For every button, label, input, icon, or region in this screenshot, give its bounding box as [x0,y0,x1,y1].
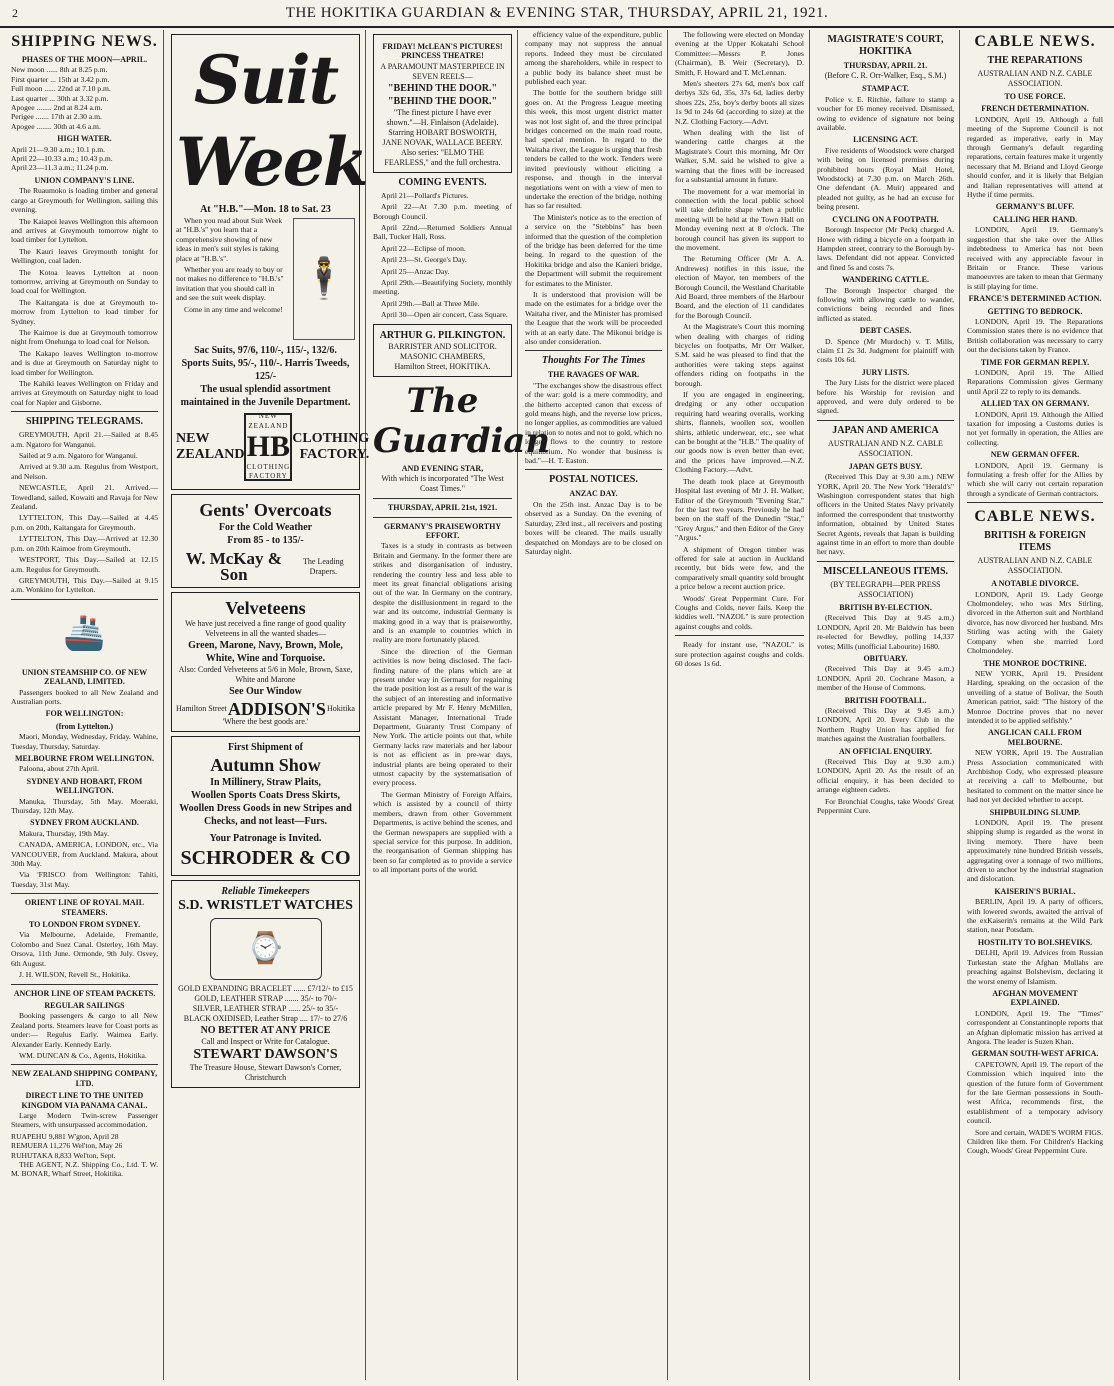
postal-notices-heading: POSTAL NOTICES. [549,474,638,486]
reply-text: LONDON, April 19. The Allied Reparations Commission gives Germany until April 22 to reply to its demands. [967,367,1103,396]
nz-shipping-row: RUHUTAKA 8,833 Wel'ton, Sept. [11,1150,116,1160]
court-text: Police v. E. Ritchie, failure to stamp a voucher for £6 money received. Dismissed, owing to evidence of signature not being available. [817,94,954,133]
reparations-text: LONDON, April 19. Although a full meeting of the Supreme Council is not regarded as imperative, early in May through Germany's default regarding reparations, certain features make it urgently necessary that M. Briand and Lloyd George should confer, and it is likely that Belgian and Italian representatives will attend at Hythe if time permits. [967,114,1103,200]
high-water-heading: HIGH WATER. [57,134,112,144]
moon-row: Perigee ....... 17th at 2.30 a.m. [11,112,102,122]
nz-shipping-heading: NEW ZEALAND SHIPPING COMPANY, LTD. [11,1069,158,1088]
autumn-show-title: Autumn Show [210,755,321,775]
pilkington-name: ARTHUR G. PILKINGTON. [379,329,506,341]
gentleman-figure-icon: 🕴 [293,218,355,340]
velveteens-corded: Also: Corded Velveteens at 5/6 in Mole, Brown, Saxe, White and Marone [178,665,353,684]
overcoats-line: For the Cold Weather [218,522,313,533]
shipbuilding-text: LONDON, April 19. The present shipping slump is regarded as the worst in living memory. There have been approximately nine hundred British vessels, aggregating over a tonnage of two millions, driven to anchor by the industrial stagnation and dislocation. [967,818,1103,884]
clothing-word: CLOTHING [292,431,370,446]
court-text: Borough Inspector (Mr Peck) charged A. Howe with riding a bicycle on a footpath in Hampden street, contrary to the Borough by-laws. Defendant did not appear. Convicted and fined 5s and costs 7s. [817,225,954,272]
court-text: Five residents of Woodstock were charged with being on licensed premises during prohibited hours (Royal Mail Hotel, Woodstock) at 7.30 p.m. on March 26th. One defendant (A. Muir) appeared and pleaded not guilty, as he had an excuse for being present. [817,145,954,212]
misc-subheading: AN OFFICIAL ENQUIRY. [839,746,932,756]
pilkington-role: BARRISTER AND SOLICITOR. [388,341,497,351]
mckay-name: W. McKay & Son [185,549,282,584]
thoughts-text: "The exchanges show the disastrous effect of the war: gold is a mere commodity, and the hitherto accepted canon that excess of gold means high, and the reverse low prices, no longer applies, as commodities are valued in relation to notes and not to gold, which no longer flows to the country to restore equilibrium. No wonder that business is bad."—H. T. Easton. [525,380,662,466]
reparations-sub: FRENCH DETERMINATION. [981,104,1089,114]
news-item: The following were elected on Monday evening at the Upper Kokatahi School Committee:—Messrs P. Jones (Chairman), B. Weir (Secretary), D. Smith, F. Howard and T. McLennan. [675,30,804,77]
bluff-text: LONDON, April 19. Germany's suggestion that she take over the Allies indebtedness to America has not been received with any appreciable favour in Britain or France. These various manoeuvres are taken to mean that Germany is still playing for time. [967,225,1103,291]
addison-tagline: 'Where the best goods are.' [222,717,309,726]
monroe-heading: THE MONROE DOCTRINE. [983,658,1087,668]
german-offer-text: LONDON, April 19. Germany is formulating a fresh offer for the Allies by which she will carry out certain reparation through a syndicate of German contractors. [967,460,1103,498]
court-before: (Before C. R. Orr-Walker, Esq., S.M.) [824,71,947,81]
coming-event: April 22nd.—Returned Soldiers Annual Ball, Tucker Hall, Ross. [373,223,512,242]
sydney-hobart-heading: SYDNEY AND HOBART, FROM WELLINGTON. [26,776,143,796]
watch-call: Call and Inspect or Write for Catalogue. [201,1037,330,1046]
coming-event: April 25—Anzac Day. [381,266,450,276]
addison-name: ADDISON'S [227,699,326,719]
velveteens-colours: Green, Marone, Navy, Brown, Mole, White, Wine and Torquoise. [188,640,343,664]
court-text: The Jury Lists for the district were placed before his Worship for revision and approved, and were duly ordered to be signed. [817,378,954,416]
watch-price-row: GOLD, LEATHER STRAP ....... 35/- to 70/- [194,994,337,1003]
column-local-news [520,30,668,1380]
news-item: At the Magistrate's Court this morning when dealing with charges of riding bicycles on footpaths, Mr Orr Walker, S.M. said he was pleased to find that the authorities were taking steps against offenders riding on footpaths in the borough. [675,322,804,388]
addison-town: Hokitika [326,704,355,713]
court-subheading: CYCLING ON A FOOTPATH. [832,214,939,224]
for-wellington-heading: FOR WELLINGTON: [45,709,124,719]
column-shipping [6,30,164,1380]
watch-price-row: SILVER, LEATHER STRAP ...... 25/- to 35/- [192,1004,339,1013]
guardian-title: The Guardian [373,380,551,461]
kaiserin-heading: KAISERIN'S BURIAL. [994,886,1076,896]
suit-week-dates: At "H.B."—Mon. 18 to Sat. 23 [200,204,331,215]
shipbuilding-heading: SHIPBUILDING SLUMP. [989,807,1081,817]
moon-row: Full moon ...... 22nd at 7.10 p.m. [11,84,111,94]
new-word: NEW [176,431,210,446]
union-paragraph: The Kaitangata is due at Greymouth to-morrow from Lyttelton to load timber for Sydney. [11,297,158,326]
orient-line-text: Via Melbourne, Adelaide, Fremantle, Colombo and Suez Canal. Osterley, 16th May. Orsova, 11th June. Ormonde, 9th July. Osvey, 6th August. [11,930,158,968]
misc-text: (Received This Day at 9.30 a.m.) LONDON, April 20. As the result of an official enquiry, it has been decided to arrange eighteen cadets. [817,756,954,795]
nz-shipping-row: RUAPEHU 9,881 W'gton, April 28 [11,1131,119,1141]
hostility-heading: HOSTILITY TO BOLSHEVIKS. [977,937,1093,947]
southwest-africa-heading: GERMAN SOUTH-WEST AFRICA. [971,1049,1099,1059]
german-offer-heading: NEW GERMAN OFFER. [990,450,1080,460]
watch-heading: S.D. WRISTLET WATCHES [178,898,353,913]
union-paragraph: The Kakapo leaves Wellington to-morrow and is due at Greymouth on Saturday night to load timber for Wellington. [11,348,158,377]
coming-event: April 29th.—Ball at Three Mile. [381,298,480,308]
french-heading: FRANCE'S DETERMINED ACTION. [968,294,1102,304]
autumn-row: Woollen Sports Coats Dress Skirts, [191,790,340,801]
news-item: Men's sheeters 27s 6d, men's box calf derbys 32s 6d, 35s, 37s 6d, ladies derby shoes 22s, 25s, boy's derby boots all sizes 1s 9d to 24s 6d (according to size) at the N.Z. Clothing Factory.—Advt. [675,79,804,126]
hb-logo [244,413,292,481]
misc-text: (Received This Day at 9.45 a.m.) LONDON, April 20. Cochrane Mason, a member of the House of Commons. [817,664,954,693]
pilkington-card [373,324,512,377]
moon-phases-heading: PHASES OF THE MOON—APRIL. [21,55,148,64]
suit-week-paragraph: Whether you are ready to buy or not makes no difference to "H.B.'s" invitation that you should call in and see the suit week display. [176,265,284,303]
pictures-quote: "The finest picture I have ever shown."—H. Finlaison (Adelaide). [386,107,499,127]
telegram-paragraph: Arrived at 9.30 a.m. Regulus from Westport, and Nelson. [11,462,158,481]
court-subheading: DEBT CASES. [859,326,912,336]
nz-shipping-agent: THE AGENT, N.Z. Shipping Co., Ltd. T. W. M. BONAR, Wharf Street, Hokitika. [11,1160,158,1179]
column-advertisements [166,30,370,1380]
editorial-date: THURSDAY, APRIL 21st, 1921. [387,503,498,513]
moon-row: Apogee ........ 2nd at 8.24 a.m. [11,103,103,113]
velveteens-line: We have just received a fine range of good quality Velveteens in all the wanted shades— [185,619,346,638]
guardian-subtitle: AND EVENING STAR, [401,463,484,473]
orient-line-sub: TO LONDON FROM SYDNEY. [28,920,141,930]
pictures-title: "BEHIND THE DOOR." "BEHIND THE DOOR." [388,82,497,107]
coming-event: April 23—St. George's Day. [381,255,467,265]
newspaper-title: THE HOKITIKA GUARDIAN & EVENING STAR, THURSDAY, APRIL 21, 1921. [285,4,829,21]
news-item: If you are engaged in engineering, dredging or any other occupation requiring hard wearing overalls, working shirts, flannels, woollen sox, woollen shirts, athletic underwear, etc., see what can be bought at the "H.B." The quality of our goods now is even better than ever, and the prices have improved.—N.Z. Clothing Factory.—Advt. [675,390,804,475]
telegram-paragraph: GREYMOUTH, April 21.—Sailed at 8.45 a.m. Ngatoro for Wanganui. [11,430,158,449]
court-subheading: LICENSING ACT. [853,135,918,145]
allied-tax-text: LONDON, April 19. Although the Allied taxation for imposing a Customs duties is not yet formally in operation, the Allies are collecting. [967,409,1103,447]
anchor-line-agent: WM. DUNCAN & Co., Agents, Hokitika. [19,1050,147,1060]
bluff-heading: GERMANY'S BLUFF. [995,202,1075,212]
autumn-row: In Millinery, Straw Plaits, [210,777,321,788]
editorial-paragraph: Since the direction of the German activities is now being disclosed. The fact-finding nature of the plans which are at present under way in Germany for regaining the trade position lost as a result of the war is the subject of an interesting and informative article prepared by Mr F. Henry McMillen, Assistant Manager, International Trade Department, Guaranty Trust Company of New York. The article points out that, while Germany lacks raw materials and her labour is not as efficient as in pre-war days, industrial plants are being operated to their utmost capacity by the systematisation of every process. [373,646,512,788]
nz-shipping-row: REMUERA 11,276 Wel'ton, May 26 [11,1141,123,1151]
editorial-paragraph: The German Ministry of Foreign Affairs, which is assisted by a council of thirty members, drawn from other Government Departments, is active behind the scenes, and the German newspapers are supplied with a special service for this purpose. In addition, the reorganisation of German shipping has been so far completed as to provide a service to all important ports of the world. [373,789,512,875]
anchor-line-sub: REGULAR SAILINGS [44,1000,125,1010]
masthead [0,0,1114,28]
column-local-items [670,30,810,1380]
union-paragraph: The Kahiki leaves Wellington on Friday and arrives at Greymouth on Saturday night to load coal for Napier and Gisborne. [11,379,158,407]
anglican-heading: ANGLICAN CALL FROM MELBOURNE. [988,728,1082,747]
reparations-heading: THE REPARATIONS [987,55,1083,66]
afghan-text: LONDON, April 19. The "Times" correspondent at Constantinople reports that an Afghan diplomatic mission has arrived at Angora. The leader is Suzen Khan. [967,1008,1103,1046]
autumn-show-advert [171,736,360,876]
guardian-incorporated: With which is incorporated "The West Coast Times." [381,474,504,494]
steamship-icon: 🚢 [63,615,106,653]
hostility-text: DELHI, April 19. Advices from Russian Turkestan state the Afghan Mullahs are preaching against Bolshevism, declaring it the worst enemy of Islamism. [967,948,1103,986]
news-item: Woods' Great Peppermint Cure. For Coughs and Colds, never fails. Keep the kiddies well. "NAZOL" is sure protection against coughs and colds. [675,593,804,631]
pilkington-address: MASONIC CHAMBERS, [400,351,485,361]
moon-row: Last quarter ... 30th at 3.32 p.m. [11,93,109,103]
thoughts-subheading: THE RAVAGES OF WAR. [547,370,640,380]
bluff-sub: CALLING HER HAND. [992,214,1078,224]
misc-text: (Received This Day at 9.45 a.m.) LONDON, April 20. Every Club in the Northern Rugby Union has applied for matches against the Australian footballers. [817,705,954,744]
watch-tagline: Reliable Timekeepers [221,886,310,897]
nz-shipping-sub: DIRECT LINE TO THE UNITED KINGDOM VIA PANAMA CANAL. [21,1091,148,1110]
schroder-name: SCHRODER & CO [180,847,351,869]
news-paragraph: The Minister's notice as to the erection of a service on the "Stebbins" has been informed that the question of the completion of the bridge has been deferred for the time being. In regard to the question of the Hokitika bridge and also the Kanieri bridge, the Department will submit the requirement for estimates to the Minister. [525,212,662,288]
melbourne-heading: MELBOURNE FROM WELLINGTON. [14,753,155,763]
sydney-auckland-heading: SYDNEY FROM AUCKLAND. [30,818,139,828]
wristlet-watches-advert [171,880,360,1088]
zealand-word: ZEALAND [176,447,245,462]
anchor-line-text: Booking passengers & cargo to all New Zealand ports. Steamers leave for Coast ports as under:— Regulus Early. Waimea Early. Alexander Early. Kennedy Early. [11,1011,158,1049]
telegram-paragraph: WESTPORT, This Day.—Sailed at 12.15 a.m. Regulus for Greymouth. [11,555,158,574]
shipping-telegrams-heading: SHIPPING TELEGRAMS. [25,416,144,428]
column-court [812,30,960,1380]
sydney-auckland-sailings: Makura, Thursday, 19th May. [19,828,109,838]
velveteens-advert [171,592,360,732]
reparations-sub: TO USE FORCE. [1004,92,1066,101]
hb-logo-bottom: CLOTHING FACTORY [246,463,291,481]
orient-line-heading: ORIENT LINE OF ROYAL MAIL STEAMERS. [24,898,145,917]
stewart-dawson-name: STEWART DAWSON'S [193,1047,338,1062]
watch-price-row: GOLD EXPANDING BRACELET ...... £7/12/- to £15 [178,984,353,993]
coming-event: April 29th.—Beautifying Society, monthly meeting. [373,278,512,297]
japan-subheading: JAPAN GETS BUSY. [848,461,923,471]
union-paragraph: The Kaiapoi leaves Wellington this afternoon and arrives at Greymouth tomorrow night to load timber for Lyttelton. [11,216,158,245]
news-item: The Returning Officer (Mr A. A. Andrewes) notifies in this issue, the election of Mayor, ten members of the Borough Council, the Westland Charitable Aid Board, three members of the Harbour Board, and the election of 11 candidates for the Borough Council. [675,254,804,320]
moon-row: Apogee ........ 30th at 4.6 a.m. [11,121,101,131]
column-editorial [368,30,551,1380]
union-line-heading: UNION COMPANY'S LINE. [34,175,135,185]
orient-line-agent: J. H. WILSON, Revell St., Hokitika. [19,970,131,980]
addison-street: Hamilton Street [176,704,227,713]
for-wellington-sub: (from Lyttelton.) [55,721,114,731]
sac-suits-prices: Sac Suits, 97/6, 110/-, 115/-, 132/6. [194,345,337,356]
court-date: THURSDAY, APRIL 21. [843,61,928,70]
editorial-paragraph: Taxes is a study in contrasts as between Britain and Germany. In the former there are strikes and disorganisation of industry, rendering the country less and less able to meet its great financial obligations arising out of the war. In Germany on the contrary, despite the disillusionment in regard to the war and its outcome, industrial Germany is making good in a way that is praiseworthy, and is an example to countries which in reality are more fortunately placed. [373,541,512,645]
anchor-line-heading: ANCHOR LINE OF STEAM PACKETS. [13,988,156,998]
moon-row: First quarter ... 15th at 3.42 p.m. [11,74,110,84]
coming-event: April 22—Eclipse of moon. [381,243,466,253]
mckay-tagline: The Leading Drapers. [303,557,344,576]
suit-week-title: Suit Week [176,41,367,201]
telegram-paragraph: Sailed at 9 a.m. Ngatoro for Wanganui. [19,451,138,461]
anglican-text: NEW YORK, April 19. The Australian Press Association communicated with Archbishop Cody, who expressed pleasure at receiving a call to Melbourne, but hesitated to comment on the matter since he had not yet decided whether to accept. [967,748,1103,805]
wellington-sailings: Maori, Monday, Wednesday, Friday. Wahine, Tuesday, Thursday, Saturday. [11,732,158,751]
velveteens-window: See Our Window [229,686,302,697]
melbourne-sailings: Paloona, about 27th April. [19,764,99,774]
watch-no-better: NO BETTER AT ANY PRICE [200,1025,331,1036]
coming-event: April 21—Pollard's Pictures. [381,190,469,200]
sports-suits-prices: Sports Suits, 95/-, 110/-. Harris Tweeds, 125/- [181,358,350,382]
hb-logo-top: NEW ZEALAND [248,412,289,430]
court-text: The Borough Inspector charged the following with allowing cattle to wander, convictions being recorded and fines inflicted as stated. [817,285,954,323]
court-subheading: WANDERING CATTLE. [842,275,929,285]
moon-row: New moon ...... 8th at 8.25 p.m. [11,65,108,75]
misc-subheading: OBITUARY. [863,653,908,663]
kaiserin-text: BERLIN, April 19. A party of officers, with lowered swords, awaited the arrival of the exKaiserin's remains at the Wild Park station, near Potsdam. [967,897,1103,935]
divorce-heading: A NOTABLE DIVORCE. [991,579,1079,589]
news-item: The movement for a war memorial in connection with the local public school will take definite shape when a public meeting will be held at the Town Hall on Monday evening next at 8 o'clock. The borough council has given its support to the movement. [675,186,804,252]
telegram-paragraph: LYTTELTON, This Day.—Arrived at 12.30 p.m. on 20th Kaimoe from Greymouth. [11,534,158,553]
court-subheading: STAMP ACT. [862,84,909,94]
sydney-hobart-sailings: Manuka, Thursday, 5th May. Moeraki, Thursday, 12th May. [11,796,158,815]
canada-sailings: CANADA, AMERICA, LONDON, etc., Via VANCOUVER, from Auckland. Makura, about 30th May. [11,840,158,869]
misc-association: (BY TELEGRAPH—PER PRESS ASSOCIATION) [830,579,941,599]
frisco-sailings: Via 'FRISCO from Wellington: Tahiti, Tuesday, 31st May. [11,870,158,889]
japan-association: AUSTRALIAN AND N.Z. CABLE ASSOCIATION. [828,438,943,458]
news-item: The death took place at Greymouth Hospital last evening of Mr J. H. Walker, Editor of the Greymouth "Evening Star," for the last two years. Previously he had been on the staff of the Dunedin "Star," "Grey Argus," and then Editor of the Grey "Argus." [675,476,804,543]
postal-notices-sub: ANZAC DAY. [569,489,618,499]
pictures-cast: Starring HOBART BOSWORTH, JANE NOVAK, WALLACE BEERY. [382,127,503,147]
pictures-advert [373,34,512,173]
news-paragraph: It is understood that provision will be made on the estimates for a bridge over the Waitaha river, and the Minister has promised the League that the work will be proceeded with at an early date. The Mikonui bridge is also under consideration. [525,289,662,346]
hb-logo-letters: HB [246,430,291,463]
column-cable-news [962,30,1108,1380]
autumn-row: Woollen Dress Goods in new Stripes and Checks, and not least—Furs. [179,803,352,827]
allied-tax-heading: ALLIED TAX ON GERMANY. [980,399,1090,409]
telegram-paragraph: NEWCASTLE, April 21. Arrived.—Towedland, sailed, Kowaiti and Ravaja for New Zealand. [11,483,158,512]
news-item: A shipment of Oregon timber was offered for sale at auction in Auckland recently, but bids were few, and the comparatively small quantity sold brought a price below a recent auction price. [675,544,804,592]
high-water-row: April 22—10.33 a.m.; 10.43 p.m. [11,154,113,164]
misc-subheading: BRITISH BY-ELECTION. [839,602,932,612]
japan-america-heading: JAPAN AND AMERICA [832,424,939,436]
telegram-paragraph: LYTTELTON, This Day.—Sailed at 4.45 p.m. on 20th, Kaitangata for Greymouth. [11,513,158,532]
news-paragraph: The bottle for the southern bridge still goes on. At the Progress League meeting this week, this most urgent district matter was not lost sight of, and the three principal bridges concerned on the main road route, had special mention. In regard to the Waitaha river, the League is urging that fresh tenders be called to the work. Tenders were invited previously without eliciting a response, and though in the interval negotiations went on with a view of men to undertake the erection of the bridge, nothing has so far resulted. [525,88,662,211]
court-text: D. Spence (Mr Murdoch) v. T. Mills, claim £1 2s 3d. Judgment for plaintiff with costs 10s 6d. [817,336,954,365]
monroe-text: NEW YORK, April 19. President Harding, speaking on the occasion of the unveiling of a statue of Bolivar, the South American patriot, said: "The history of the Monroe Doctrine proves that no never intended it to be applied selfishly." [967,668,1103,725]
news-paragraph: efficiency value of the expenditure, public company may not suppress the annual reports. Indeed they must be circulated among the shareholders, while in respect to a public body its balance sheet must be published each year. [525,30,662,87]
afghan-heading: AFGHAN MOVEMENT EXPLAINED. [992,988,1078,1008]
cable-news-heading: CABLE NEWS. [974,33,1096,50]
coming-event: April 22—At 7.30 p.m. meeting of Borough Council. [373,202,512,221]
factory-word: FACTORY. [299,447,370,462]
union-paragraph: The Kotoa leaves Lyttelton at noon tomorrow, arriving at Greymouth on Sunday to load coal for Wellington. [11,267,158,296]
velveteens-title: Velveteens [225,598,306,618]
shipping-news-heading: SHIPPING NEWS. [11,33,158,50]
suit-week-paragraph: When you read about Suit Week at "H.B.'s" you learn that a comprehensive showing of new ideas in men's suit styles is taking place at "H.B.'s". [176,216,283,263]
pictures-heading: FRIDAY! McLEAN'S PICTURES! PRINCESS THEATRE! [382,42,503,61]
news-item: When dealing with the list of wandering cattle charges at the Magistrate's Court this morning, Mr Orr Walker, S.M. said he wished to give a warning that the fines will be increased for a substantial amount in future. [675,128,804,185]
union-steamship-heading: UNION STEAMSHIP CO. OF NEW ZEALAND, LIMITED. [21,667,148,687]
misc-heading: MISCELLANEOUS ITEMS. [822,565,949,577]
moon-phases-list [11,65,158,131]
overcoats-price: From 85 - to 135/- [227,535,304,546]
suit-week-advert [171,34,370,490]
misc-end: For Bronchial Coughs, take Woods' Great Peppermint Cure. [817,796,954,815]
coming-events-heading: COMING EVENTS. [398,176,487,188]
french-sub: GETTING TO BEDROCK. [987,306,1083,316]
pictures-subheading: A PARAMOUNT MASTERPIECE IN SEVEN REELS— [380,61,505,81]
court-subheading: JURY LISTS. [861,367,910,377]
union-steamship-note: Passengers booked to all New Zealand and Australian ports. [11,687,158,706]
reply-heading: TIME FOR GERMAN REPLY. [980,357,1090,367]
nazol-advert: Ready for instant use, "NAZOL" is sure protection against coughs and colds. 60 doses 1s 6d. [675,640,804,668]
union-paragraph: The Kauri leaves Greymouth tonight for Wellington, coal laden. [11,246,158,266]
reparations-association: AUSTRALIAN AND N.Z. CABLE ASSOCIATION. [977,69,1093,88]
japan-text: (Received This Day at 9.30 a.m.) NEW YORK, April 20. The New York "Herald's" Washington correspondent states that high officers in the United States Navy privately informed the correspondent that trustworthy information, obtained by United States Secret Agents, reveals that Japan is building against time in an effort to more than double her navy. [817,472,954,557]
watch-price-row: BLACK OXIDISED, Leather Strap .... 17/- to 27/6 [183,1014,348,1023]
nz-shipping-text: Large Modern Twin-screw Passenger Steamers, with unsurpassed accommodation. [11,1110,158,1130]
postal-notices-text: On the 25th inst. Anzac Day is to be observed as a Sunday. On the evening of Saturday, 23rd inst., all receivers and posting boxes will be cleared. The mails usually despatched on Mondays are to be closed on Saturday night. [525,499,662,556]
juvenile-note: The usual splendid assortment maintained in the Juvenile Department. [180,384,351,408]
pictures-also: Also series: "ELMO THE FEARLESS," and the full orchestra. [384,147,501,167]
court-heading: MAGISTRATE'S COURT, HOKITIKA [827,34,944,57]
high-water-row: April 21—9.30 a.m.; 10.1 p.m. [11,144,106,154]
british-association: AUSTRALIAN AND N.Z. CABLE ASSOCIATION. [977,556,1093,576]
autumn-invite: Your Patronage is Invited. [209,833,322,844]
misc-text: (Received This Day at 9.45 a.m.) LONDON, April 20. Mr Baldwin has been re-elected for Bewdley, polling 14,337 votes; Mills (unofficial Labourite) 1680. [817,613,954,651]
southwest-africa-text: CAPETOWN, April 19. The report of the Commission which inquired into the question of the future form of Government for the late German possessions in South-west Africa, recommends first, the establishment of a temporary advisory council. [967,1059,1103,1126]
cable-news-heading-2: CABLE NEWS. [974,508,1096,526]
suit-week-paragraph: Come in any time and welcome! [184,304,283,314]
overcoats-title: Gents' Overcoats [199,500,332,520]
divorce-text: LONDON, April 19. Lady George Cholmondeley, who was Mrs Stirling, divorced in the Atherton suit and Northland divorce, has now divorced her husband. Mrs Stirling was acting with the Gaiety Company when she married Lord Cholmondeley. [967,589,1103,656]
french-text: LONDON, April 19. The Reparations Commission states there is no evidence that British collaboration was necessary to carry out the decisions taken by France. [967,316,1103,355]
pilkington-address: Hamilton Street, HOKITIKA. [394,361,491,371]
stewart-dawson-tagline: The Treasure House, Stewart Dawson's Corner, Christchurch [189,1063,342,1082]
union-paragraph: The Kaimoe is due at Greymouth tomorrow night from Onehunga to load coal for Nelson. [11,327,158,347]
southwest-africa-end: Sore and certain, WADE'S WORM FIGS. Children like them. For Children's Hacking Cough, Woods' Great Peppermint Cure. [967,1127,1103,1156]
newspaper-page [6,30,1108,1380]
misc-subheading: BRITISH FOOTBALL. [844,695,927,705]
thoughts-heading: Thoughts For The Times [541,355,646,367]
page-number: 2 [12,6,19,20]
british-foreign-heading: BRITISH & FOREIGN ITEMS [984,530,1086,554]
coming-event: April 30—Open air concert, Cass Square. [381,310,508,320]
high-water-row: April 23—11.3 a.m.; 11.24 p.m. [11,163,109,173]
overcoats-advert [171,494,360,588]
union-paragraph: The Ruaumoko is loading timber and general cargo at Greymouth for Wellington, sailing this evening. [11,186,158,215]
autumn-intro: First Shipment of [228,742,303,753]
telegram-paragraph: GREYMOUTH, This Day.—Sailed at 9.15 a.m. Wonkino for Lyttelton. [11,575,158,595]
editorial-heading: GERMANY'S PRAISEWORTHY EFFORT. [383,521,502,540]
wristwatch-icon: ⌚ [210,918,322,980]
